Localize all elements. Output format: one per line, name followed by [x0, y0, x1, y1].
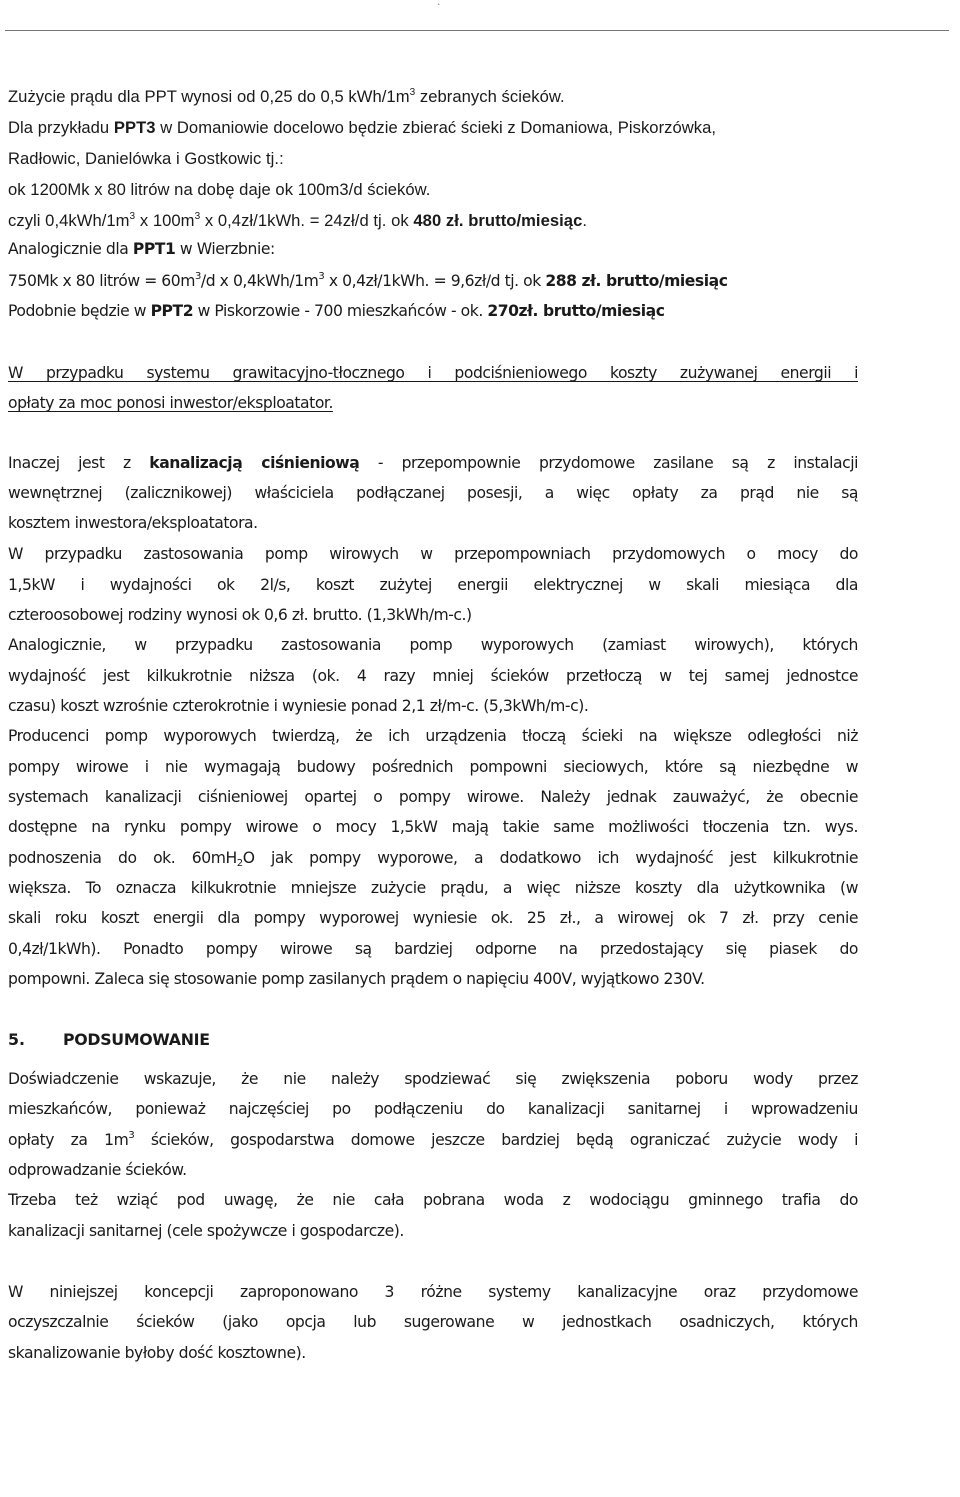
producers-line-6: większa. To oznacza kilkukrotnie mniejsze zużycie prądu, a więc niższe koszty dla użytkownika (w — [8, 879, 858, 897]
header-dot: . — [437, 0, 441, 8]
producers-line-5: podnoszenia do ok. $60mH_2O$ jak pompy wyporowe, a dodatkowo ich wydajność jest kilkukrotnie — [8, 849, 858, 869]
gravity-system-cost-line-1: W przypadku systemu grawitacyjno-tłocznego i podciśnieniowego koszty zużywanej energii i — [8, 364, 858, 382]
ppt3-example-line: Dla przykładu PPT3 w Domaniowie docelowo będzie zbierać ścieki z Domaniowa, Piskorzówka, — [8, 118, 717, 137]
daily-sewage-line: ok 1200Mk x 80 litrów na dobę daje ok 100m3/d ścieków. — [8, 180, 431, 199]
producers-line-3: systemach kanalizacji ciśnieniowej opartej o pompy wirowe. Należy jednak zauważyć, że obecnie — [8, 788, 858, 806]
summary-p3-line-2: oczyszczalnie ścieków (jako opcja lub sugerowane w jednostkach osadniczych, których — [8, 1313, 858, 1331]
ppt1-heading-line: Analogicznie dla PPT1 w Wierzbnie: — [8, 240, 275, 258]
villages-line: Radłowic, Danielówka i Gostkowic tj.: — [8, 149, 284, 168]
section-number: 5. — [8, 1030, 25, 1049]
producers-line-2: pompy wirowe i nie wymagają budowy pośrednich pompowni sieciowych, które są niezbędne w — [8, 758, 858, 776]
summary-p1-line-4: odprowadzanie ścieków. — [8, 1161, 187, 1179]
summary-p1-line-2: mieszkańców, ponieważ najczęściej po podłączeniu do kanalizacji sanitarnej i wprowadzeniu — [8, 1100, 858, 1118]
producers-line-4: dostępne na rynku pompy wirowe o mocy 1,5kW mają takie same możliwości tłoczenia tzn. wys. — [8, 818, 858, 836]
summary-p2-line-2: kanalizacji sanitarnej (cele spożywcze i gospodarcze). — [8, 1222, 404, 1240]
pressure-sewer-line-2: wewnętrznej (zalicznikowej) właściciela podłączanej posesji, a więc opłaty za prąd nie są — [8, 484, 858, 502]
ppt1-cost-line: 750Mk x 80 litrów = $60m^3/d$ x $0,4kWh/1m^3$ x 0,4zł/1kWh. = 9,6zł/d tj. ok 288 zł. brutto/miesiąc — [8, 271, 728, 290]
producers-line-1: Producenci pomp wyporowych twierdzą, że ich urządzenia tłoczą ścieki na większe odległości niż — [8, 727, 858, 745]
displacement-pumps-line-2: wydajność jest kilkukrotnie niższa (ok. 4 razy mniej ścieków przetłoczą w tej samej jednostce — [8, 667, 858, 685]
vortex-pumps-line-3: czteroosobowej rodziny wynosi ok 0,6 zł. brutto. (1,3kWh/m-c.) — [8, 606, 472, 624]
displacement-pumps-line-3: czasu) koszt wzrośnie czterokrotnie i wyniesie ponad 2,1 zł/m-c. (5,3kWh/m-c). — [8, 697, 589, 715]
pressure-sewer-line-1: Inaczej jest z kanalizacją ciśnieniową - przepompownie przydomowe zasilane są z instalacji — [8, 454, 858, 472]
vortex-pumps-line-2: 1,5kW i wydajności ok 2l/s, koszt zużytej energii elektrycznej w skali miesiąca dla — [8, 576, 858, 594]
ppt3-cost-line: czyli $0,4kWh/1m^3$ x $100m^3$ x 0,4zł/1kWh. = 24zł/d tj. ok 480 zł. brutto/miesiąc. — [8, 211, 588, 230]
producers-line-9: pompowni. Zaleca się stosowanie pomp zasilanych prądem o napięciu 400V, wyjątkowo 230V. — [8, 970, 705, 988]
vortex-pumps-line-1: W przypadku zastosowania pomp wirowych w przepompowniach przydomowych o mocy do — [8, 545, 858, 563]
summary-p1-line-3: opłaty za $1m^3$ ścieków, gospodarstwa domowe jeszcze bardziej będą ograniczać zużycie wody i — [8, 1130, 858, 1149]
producers-line-8: 0,4zł/1kWh). Ponadto pompy wirowe są bardziej odporne na przedostający się piasek do — [8, 940, 858, 958]
ppt2-cost-line: Podobnie będzie w PPT2 w Piskorzowie - 700 mieszkańców - ok. 270zł. brutto/miesiąc — [8, 302, 665, 320]
pressure-sewer-line-3: kosztem inwestora/eksploatatora. — [8, 514, 258, 532]
producers-line-7: skali roku koszt energii dla pompy wyporowej wyniesie ok. 25 zł., a wirowej ok 7 zł. przy cenie — [8, 909, 858, 927]
section-title: PODSUMOWANIE — [63, 1030, 210, 1049]
gravity-system-cost-line-2: opłaty za moc ponosi inwestor/eksploatator. — [8, 394, 333, 412]
displacement-pumps-line-1: Analogicznie, w przypadku zastosowania pomp wyporowych (zamiast wirowych), których — [8, 636, 858, 654]
header-rule — [5, 30, 949, 31]
energy-usage-line: Zużycie prądu dla PPT wynosi od 0,25 do 0,5 kWh/$1m^3$ zebranych ścieków. — [8, 87, 565, 106]
summary-p2-line-1: Trzeba też wziąć pod uwagę, że nie cała pobrana woda z wodociągu gminnego trafia do — [8, 1191, 858, 1209]
summary-p3-line-3: skanalizowanie byłoby dość kosztowne). — [8, 1344, 306, 1362]
summary-p3-line-1: W niniejszej koncepcji zaproponowano 3 różne systemy kanalizacyjne oraz przydomowe — [8, 1283, 858, 1301]
summary-p1-line-1: Doświadczenie wskazuje, że nie należy spodziewać się zwiększenia poboru wody przez — [8, 1070, 858, 1088]
